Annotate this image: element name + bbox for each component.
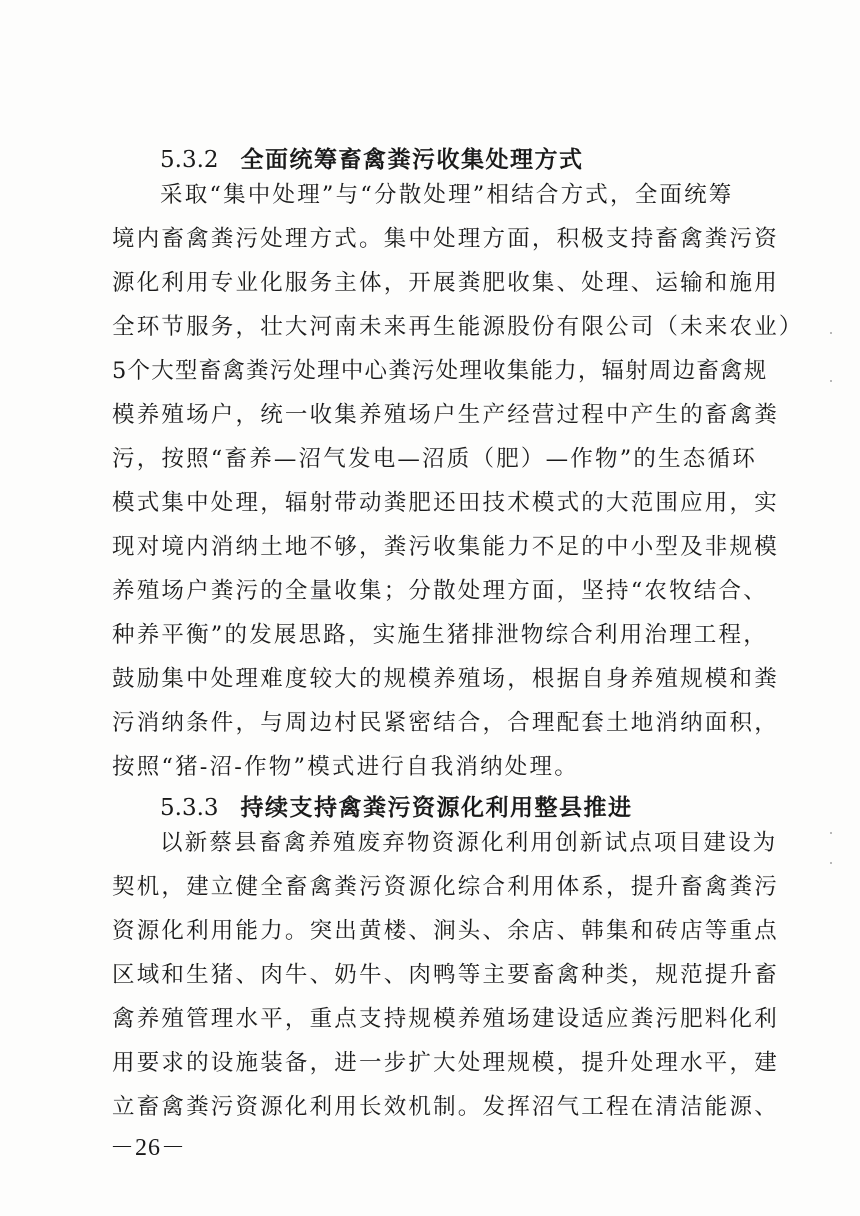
paragraph-line: 模式集中处理，辐射带动粪肥还田技术模式的大范围应用，实 (112, 490, 779, 516)
section-title: 全面统筹畜禽粪污收集处理方式 (240, 146, 584, 173)
paragraph-line: 资源化利用能力。突出黄楼、涧头、余店、韩集和砖店等重点 (112, 918, 779, 944)
section-heading-5-3-2 (160, 141, 584, 174)
section-title: 持续支持禽粪污资源化利用整县推进 (240, 794, 633, 821)
section-number: 5.3.3 (160, 795, 219, 821)
paragraph-line: 现对境内消纳土地不够，粪污收集能力不足的中小型及非规模 (112, 534, 779, 560)
paragraph-line: 污，按照“畜养—沼气发电—沼质（肥）—作物”的生态循环 (112, 446, 757, 472)
paragraph-line: 养殖场户粪污的全量收集；分散处理方面，坚持“农牧结合、 (112, 578, 768, 604)
page-number: －26－ (110, 1135, 186, 1161)
section-number: 5.3.2 (160, 147, 219, 173)
paragraph-line: 以新蔡县畜禽养殖废弃物资源化利用创新试点项目建设为 (160, 830, 778, 856)
paragraph-line: 鼓励集中处理难度较大的规模养殖场，根据自身养殖规模和粪 (112, 666, 779, 692)
paragraph-line: 契机，建立健全畜禽粪污资源化综合利用体系，提升畜禽粪污 (112, 874, 779, 900)
paragraph-line: 模养殖场户，统一收集养殖场户生产经营过程中产生的畜禽粪 (112, 402, 779, 428)
paragraph-line: 全环节服务，壮大河南未来再生能源股份有限公司（未来农业） (112, 314, 804, 340)
paragraph-line: 按照“猪-沼-作物”模式进行自我消纳处理。 (112, 754, 579, 780)
paragraph-line: 区域和生猪、肉牛、奶牛、肉鸭等主要畜禽种类，规范提升畜 (112, 962, 779, 988)
scan-mark (830, 332, 832, 334)
paragraph-line: 立畜禽粪污资源化利用长效机制。发挥沼气工程在清洁能源、 (112, 1094, 779, 1120)
paragraph-line: 5个大型畜禽粪污处理中心粪污处理收集能力，辐射周边畜禽规 (112, 358, 768, 384)
paragraph-line: 采取“集中处理”与“分散处理”相结合方式，全面统筹 (160, 182, 734, 208)
paragraph-line: 境内畜禽粪污处理方式。集中处理方面，积极支持畜禽粪污资 (112, 226, 779, 252)
scan-mark (830, 832, 832, 834)
scan-mark (830, 380, 832, 382)
paragraph-line: 用要求的设施装备，进一步扩大处理规模，提升处理水平，建 (112, 1050, 779, 1076)
paragraph-line: 源化利用专业化服务主体，开展粪肥收集、处理、运输和施用 (112, 270, 779, 296)
paragraph-line: 禽养殖管理水平，重点支持规模养殖场建设适应粪污肥料化利 (112, 1006, 779, 1032)
paragraph-line: 污消纳条件，与周边村民紧密结合，合理配套土地消纳面积， (112, 710, 779, 736)
section-heading-5-3-3 (160, 789, 633, 822)
scan-mark (830, 862, 832, 864)
paragraph-line: 种养平衡”的发展思路，实施生猪排泄物综合利用治理工程， (112, 622, 768, 648)
